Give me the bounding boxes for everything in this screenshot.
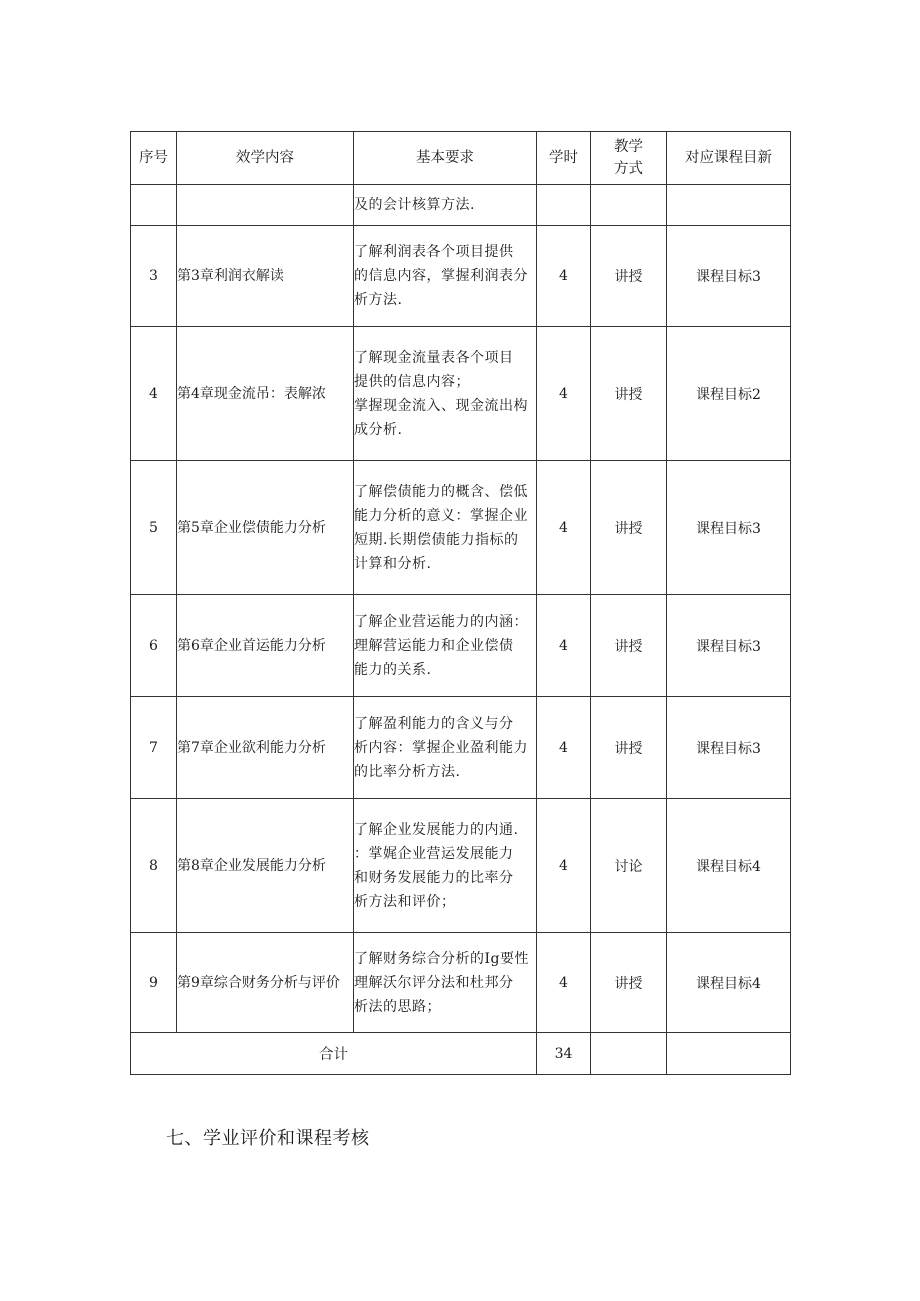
table-row xyxy=(131,595,791,697)
row-num: 7 xyxy=(131,697,177,799)
requirement-line: 理解营运能力和企业偿债 xyxy=(354,637,514,654)
row-hours: 4 xyxy=(537,933,591,1033)
header-content: 效学内容 xyxy=(177,132,354,185)
requirement-line: 析方法. xyxy=(354,292,403,308)
row-content: 第6章企业首运能力分析 xyxy=(177,595,354,697)
row-num: 6 xyxy=(131,595,177,697)
requirement-line: 析方法和评价； xyxy=(354,893,456,910)
total-goal-empty xyxy=(667,1033,791,1075)
requirement-line: 了解企业发展能力的内通. xyxy=(354,821,519,838)
row-content: 第5章企业偿债能力分析 xyxy=(177,461,354,595)
table-total-row xyxy=(131,1033,791,1075)
table-header-row xyxy=(131,132,791,185)
requirement-line: 析内容：掌握企业盈利能力 xyxy=(354,739,528,756)
row-method xyxy=(591,185,667,226)
requirement-line: 成分析. xyxy=(354,421,403,438)
row-goal: 课程目标3 xyxy=(667,595,791,697)
row-method: 讲授 xyxy=(591,327,667,461)
header-requirements: 基本要求 xyxy=(354,132,537,185)
requirement-line: 和财务发展能力的比率分 xyxy=(354,869,514,886)
row-goal: 课程目标2 xyxy=(667,327,791,461)
row-method: 讲授 xyxy=(591,933,667,1033)
header-num: 序号 xyxy=(131,132,177,185)
row-num: 9 xyxy=(131,933,177,1033)
total-method-empty xyxy=(591,1033,667,1075)
table-row xyxy=(131,226,791,327)
header-method-line1: 教学 xyxy=(614,139,643,155)
table-row xyxy=(131,461,791,595)
row-requirements xyxy=(354,697,537,799)
header-goal: 对应课程目新 xyxy=(667,132,791,185)
row-method: 讲授 xyxy=(591,697,667,799)
row-method: 讲授 xyxy=(591,226,667,327)
requirement-line: 了解现金流量表各个项目 xyxy=(354,349,514,366)
row-num: 4 xyxy=(131,327,177,461)
row-goal: 课程目标3 xyxy=(667,461,791,595)
requirement-line: 及的会计核算方法. xyxy=(354,197,475,213)
section-heading: 七、学业评价和课程考核 xyxy=(166,1128,370,1149)
row-content: 第8章企业发展能力分析 xyxy=(177,799,354,933)
header-method-line2: 方式 xyxy=(614,161,643,177)
requirement-line: 的比率分析方法. xyxy=(354,763,461,780)
row-content xyxy=(177,185,354,226)
table-row xyxy=(131,327,791,461)
row-num: 3 xyxy=(131,226,177,327)
requirement-line: 了解财务综合分析的Ig要性 xyxy=(354,950,529,967)
requirement-line: 了解企业营运能力的内涵： xyxy=(354,613,528,630)
requirement-line: 能力分析的意义：掌握企业 xyxy=(354,507,528,524)
requirement-line: 析法的思路； xyxy=(354,998,441,1015)
row-hours: 4 xyxy=(537,226,591,327)
row-hours: 4 xyxy=(537,799,591,933)
row-method: 讲授 xyxy=(591,595,667,697)
syllabus-table xyxy=(130,131,791,1075)
row-num: 5 xyxy=(131,461,177,595)
table-row xyxy=(131,799,791,933)
row-goal: 课程目标4 xyxy=(667,933,791,1033)
row-requirements xyxy=(354,933,537,1033)
row-hours: 4 xyxy=(537,697,591,799)
requirement-line: ：掌娓企业营运发展能力 xyxy=(354,845,514,862)
requirement-line: 了解偿债能力的概含、偿低 xyxy=(354,483,528,500)
row-requirements xyxy=(354,185,537,226)
row-content: 第3章利润衣解读 xyxy=(177,226,354,327)
requirement-line: 掌握现金流入、现金流出构 xyxy=(354,397,528,414)
row-num xyxy=(131,185,177,226)
total-label: 合计 xyxy=(131,1033,537,1075)
requirement-line: 理解沃尔评分法和杜邦分 xyxy=(354,974,514,991)
row-requirements xyxy=(354,226,537,327)
row-requirements xyxy=(354,595,537,697)
header-method xyxy=(591,132,667,185)
row-content: 第4章现金流吊：表解浓 xyxy=(177,327,354,461)
total-hours: 34 xyxy=(537,1033,591,1075)
requirement-line: 计算和分析. xyxy=(354,555,432,572)
requirement-line: 了解利润表各个项目提供 xyxy=(354,244,514,260)
row-hours xyxy=(537,185,591,226)
row-content: 第7章企业欲利能力分析 xyxy=(177,697,354,799)
row-method: 讨论 xyxy=(591,799,667,933)
row-hours: 4 xyxy=(537,327,591,461)
requirement-line: 提供的信息内容； xyxy=(354,373,470,390)
table-row xyxy=(131,185,791,226)
row-goal: 课程目标4 xyxy=(667,799,791,933)
row-requirements xyxy=(354,327,537,461)
requirement-line: 了解盈利能力的含义与分 xyxy=(354,715,514,732)
header-hours: 学时 xyxy=(537,132,591,185)
table-row xyxy=(131,933,791,1033)
row-goal: 课程目标3 xyxy=(667,226,791,327)
row-goal: 课程目标3 xyxy=(667,697,791,799)
row-hours: 4 xyxy=(537,461,591,595)
requirement-line: 短期.长期偿债能力指标的 xyxy=(354,531,519,548)
requirement-line: 的信息内容，掌握利润表分 xyxy=(354,268,528,284)
table-body xyxy=(131,185,791,1033)
row-method: 讲授 xyxy=(591,461,667,595)
row-num: 8 xyxy=(131,799,177,933)
row-goal xyxy=(667,185,791,226)
table-row xyxy=(131,697,791,799)
row-requirements xyxy=(354,799,537,933)
row-hours: 4 xyxy=(537,595,591,697)
row-content: 第9章综合财务分析与评价 xyxy=(177,933,354,1033)
requirement-line: 能力的关系. xyxy=(354,661,432,678)
row-requirements xyxy=(354,461,537,595)
